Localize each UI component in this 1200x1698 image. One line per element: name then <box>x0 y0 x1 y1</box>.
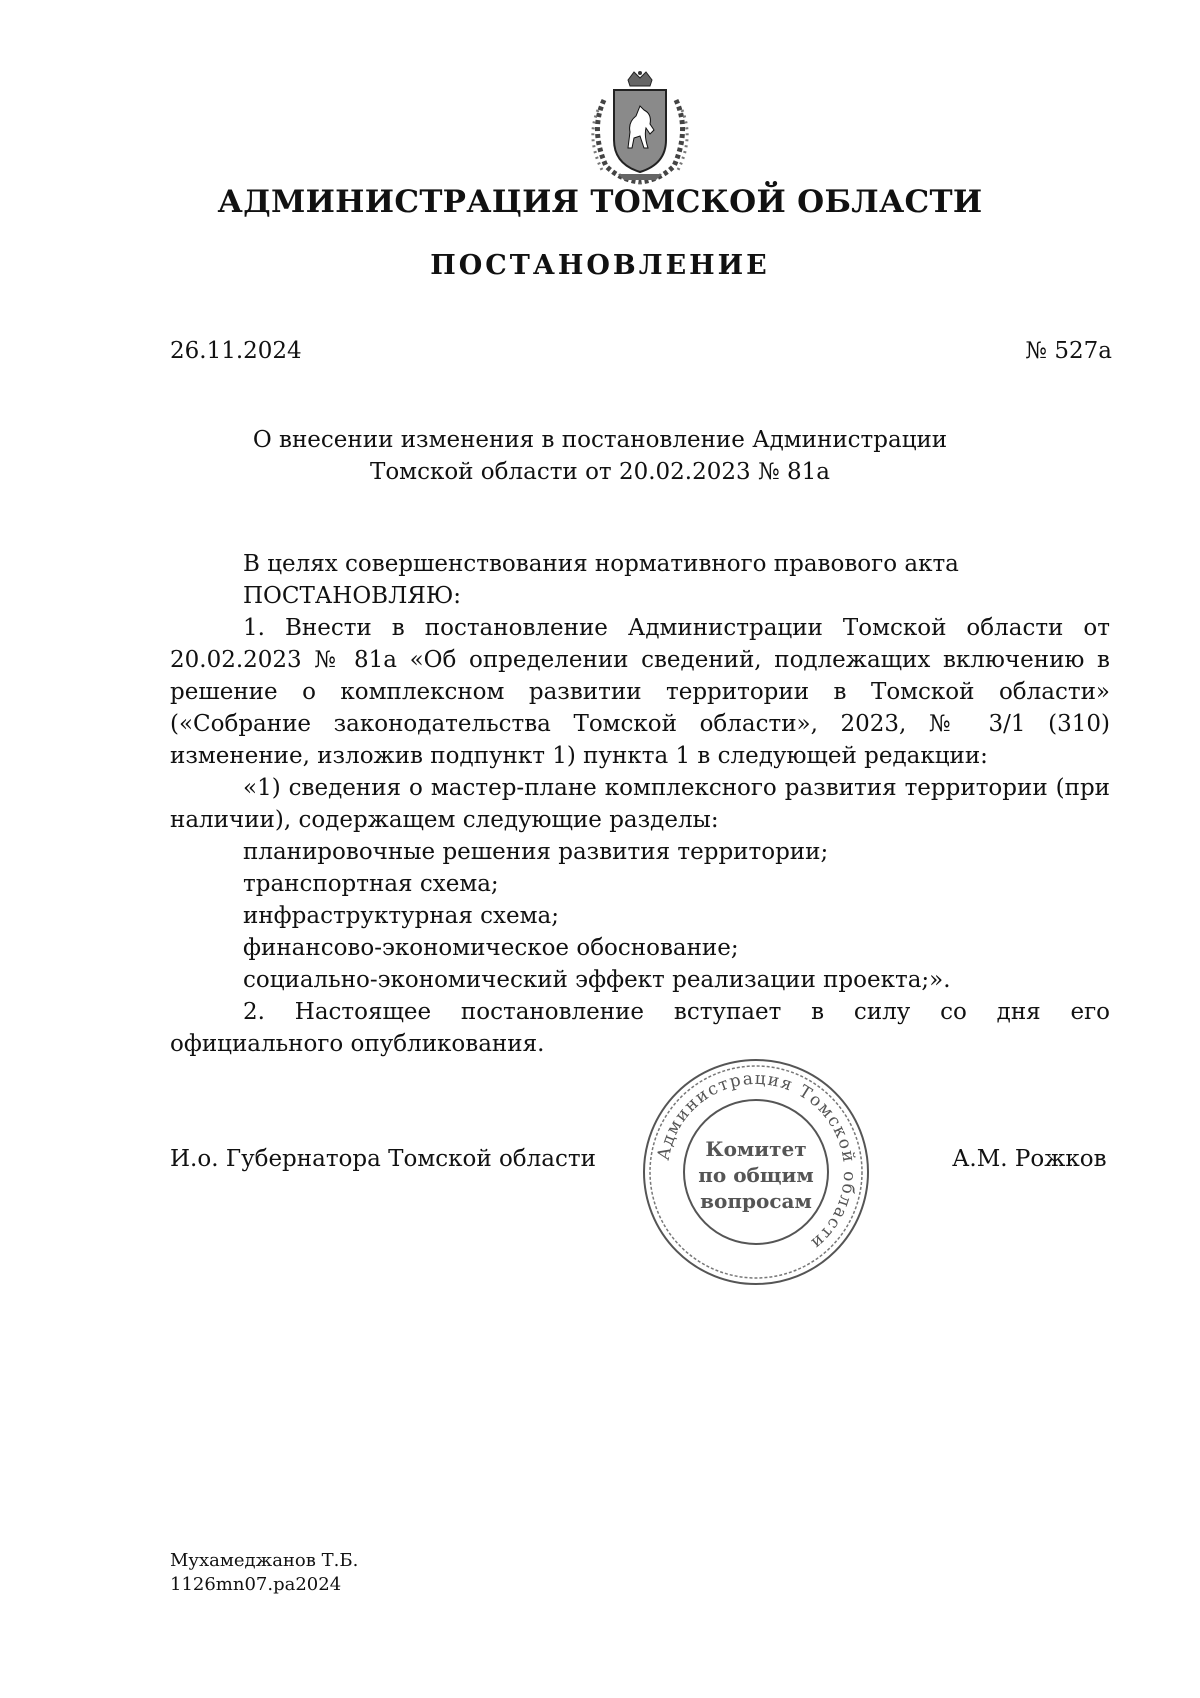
footer-code: 1126mn07.pa2024 <box>170 1574 342 1595</box>
document-number: № 527а <box>1025 338 1112 364</box>
subject-line: Томской области от 20.02.2023 № 81а <box>369 459 831 485</box>
coat-of-arms-icon <box>584 70 696 188</box>
seal-center-line: вопросам <box>700 1189 812 1213</box>
resolution-word: ПОСТАНОВЛЯЮ: <box>243 583 462 609</box>
preamble: В целях совершенствования нормативного правового акта <box>243 551 959 577</box>
clause-2: 2. Настоящее постановление вступает в силу со дня его официального опубликования. <box>170 999 1110 1057</box>
list-item: инфраструктурная схема; <box>243 903 559 929</box>
seal-center-line: по общим <box>698 1163 814 1187</box>
organization-title: АДМИНИСТРАЦИЯ ТОМСКОЙ ОБЛАСТИ <box>217 184 983 220</box>
clause-1: 1. Внести в постановление Администрации Томской области от 20.02.2023 № 81а «Об определении сведений, подлежащих включению в решение о комплексном развитии территории в Томской области» («Собрание законодательства Томской области», 2023, № 3/1 (310) изменение, изложив подпункт 1) пункта 1 в следующей редакции: <box>170 615 1110 769</box>
subclause-1: «1) сведения о мастер-плане комплексного развития территории (при наличии), содержащем следующие разделы: <box>170 775 1110 833</box>
document-body <box>170 548 1110 1060</box>
list-item: социально-экономический эффект реализации проекта;». <box>243 967 951 993</box>
signatory-name: А.М. Рожков <box>952 1146 1107 1172</box>
footer-author: Мухамеджанов Т.Б. <box>170 1550 359 1571</box>
list-item: транспортная схема; <box>243 871 499 897</box>
official-seal-icon <box>640 1056 872 1288</box>
signatory-position: И.о. Губернатора Томской области <box>170 1146 596 1172</box>
list-item: финансово-экономическое обоснование; <box>243 935 739 961</box>
document-date: 26.11.2024 <box>170 338 302 364</box>
footer-note <box>170 1549 358 1597</box>
seal-ring-text: Администрация Томской области <box>653 1068 860 1254</box>
list-item: планировочные решения развития территории; <box>243 839 829 865</box>
document-type: ПОСТАНОВЛЕНИЕ <box>430 250 770 281</box>
document-subject <box>0 424 1200 488</box>
seal-center-line: Комитет <box>705 1137 807 1161</box>
subject-line: О внесении изменения в постановление Администрации <box>252 427 948 453</box>
